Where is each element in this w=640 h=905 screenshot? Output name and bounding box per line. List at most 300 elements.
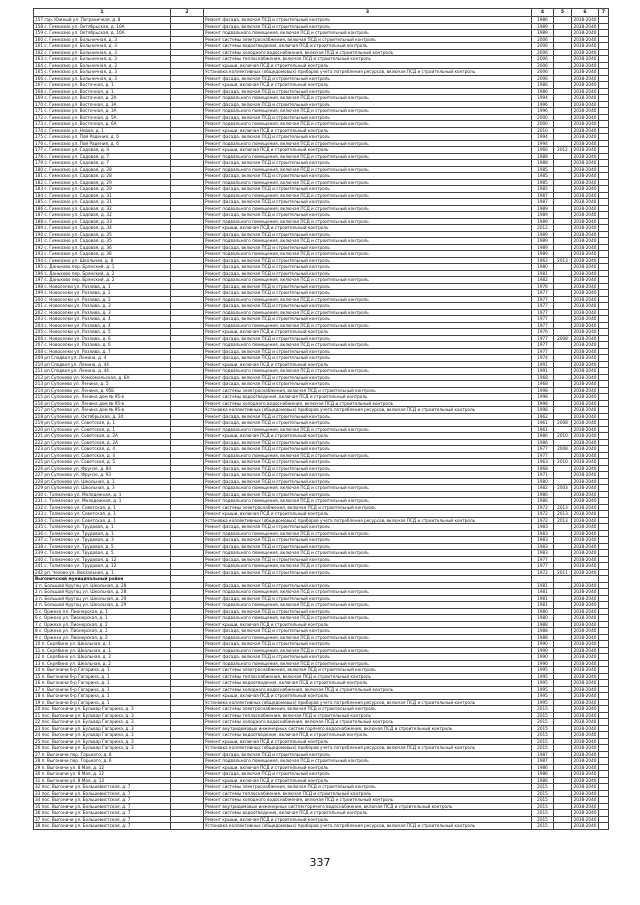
work-type-cell: Ремонт фасада, включая ПСД и строительный контроль: [204, 595, 532, 602]
year-built-cell: 1989: [532, 244, 554, 251]
planned-period-cell: 2038-2040: [572, 127, 599, 134]
planned-period-cell: 2038-2040: [572, 673, 599, 680]
year-built-cell: 1980: [532, 264, 554, 271]
address-cell: 22 пос. Выгоничи ул. Бульвар Гагарина, д. 3: [34, 719, 171, 726]
planned-period-cell: 2038-2040: [572, 660, 599, 667]
address-cell: 218 рп Супонево ул. Октябрьская, д. 34: [34, 413, 171, 420]
planned-period-cell: 2038-2040: [572, 36, 599, 43]
planned-period-cell: 2038-2040: [572, 95, 599, 102]
work-type-cell: Ремонт крыши, включая ПСД и строительный контроль: [204, 816, 532, 823]
address-cell: 226 рп Супонево ул. Фрунзе, д. 84: [34, 465, 171, 472]
planned-period-cell: 2038-2040: [572, 732, 599, 739]
address-cell: 12 п. Скрябино ул. Школьная, д. 2: [34, 654, 171, 661]
address-cell: 165 с. Гимназио ул. Больничная, д. 3: [34, 69, 171, 76]
work-type-cell: Ремонт подвального помещения, включая ПСД и строительный контроль: [204, 121, 532, 128]
address-cell: 192 с. Гимназио ул. Садовая, д. 36: [34, 244, 171, 251]
year-built-cell: 2015: [532, 816, 554, 823]
year-built-cell: 2000: [532, 114, 554, 121]
year-repair-cell: 2003: [554, 485, 572, 492]
planned-period-cell: 2038-2040: [572, 745, 599, 752]
work-type-cell: Ремонт фасада, включая ПСД и строительный контроль: [204, 459, 532, 466]
work-type-cell: Ремонт крыши, включая ПСД и строительный контроль: [204, 621, 532, 628]
work-type-cell: Ремонт системы холодного водоснабжения, включая ПСД и строительный контроль: [204, 797, 532, 804]
year-built-cell: 1989: [532, 218, 554, 225]
year-built-cell: 2006: [532, 69, 554, 76]
planned-period-cell: 2038-2040: [572, 56, 599, 63]
address-cell: 214 рп Супонево ул. Ленина, д. 95Б: [34, 387, 171, 394]
year-built-cell: 1989: [532, 205, 554, 212]
work-type-cell: Ремонт системы водоотведения, включая ПСД и строительный контроль: [204, 732, 532, 739]
work-type-cell: Ремонт системы электроснабжения, включая ПСД и строительный контроль: [204, 667, 532, 674]
planned-period-cell: 2038-2040: [572, 329, 599, 336]
address-cell: 203 с. Новоселки ул. Разлива, д. 4: [34, 316, 171, 323]
address-cell: 239 с. Толмачево ул. Трудовая, д. 5: [34, 550, 171, 557]
planned-period-cell: 2038-2040: [572, 69, 599, 76]
work-type-cell: Ремонт фасада, включая ПСД и строительный контроль: [204, 212, 532, 219]
work-type-cell: Ремонт фасада, включая ПСД и строительный контроль: [204, 355, 532, 362]
year-built-cell: 1998: [532, 400, 554, 407]
work-type-cell: Установка коллективных (общедомовых) приборов учета потребления ресурсов, включая ПСД и строительный контроль: [204, 745, 532, 752]
planned-period-cell: 2038-2040: [572, 602, 599, 609]
planned-period-cell: 2038-2040: [572, 199, 599, 206]
address-cell: 34 пос. Выгоничи ул. Большевистская, д. 7: [34, 797, 171, 804]
address-cell: 193 с. Гимназио ул. Садовая, д. 36: [34, 251, 171, 258]
address-cell: 163 с. Гимназио ул. Больничная, д. 3: [34, 56, 171, 63]
table-body-main: [34, 17, 609, 576]
address-cell: 10 п. Скрябино ул. Школьная, д. 1: [34, 641, 171, 648]
address-cell: 20 пос. Выгоничи ул. Бульвар Гагарина, д. 3: [34, 706, 171, 713]
planned-period-cell: 2038-2040: [572, 348, 599, 355]
address-cell: 209 рп Сподвоя ул. Ленина, д. 4: [34, 355, 171, 362]
year-built-cell: 1986: [532, 433, 554, 440]
address-cell: 179 с. Гимназио ул. Садовая, д. 7: [34, 160, 171, 167]
year-built-cell: 1989: [532, 238, 554, 245]
col-header-5: 5: [554, 9, 572, 17]
year-built-cell: 1998: [532, 394, 554, 401]
address-cell: 166 с. Гимназио ул. Больничная, д. 3: [34, 75, 171, 82]
year-built-cell: 1995: [532, 667, 554, 674]
work-type-cell: Ремонт системы теплоснабжения, включая ПСД и строительный контроль: [204, 56, 532, 63]
col-header-3: 3: [204, 9, 532, 17]
planned-period-cell: 2038-2040: [572, 290, 599, 297]
year-built-cell: 2015: [532, 823, 554, 830]
address-cell: 177 с. Гимназио ул. Садовая, д. 4: [34, 147, 171, 154]
work-type-cell: Ремонт фасада, включая ПСД и строительный контроль: [204, 257, 532, 264]
year-built-cell: 1986: [532, 17, 554, 24]
address-cell: 228 рп Супонево ул. Школьная, д. 1: [34, 478, 171, 485]
year-built-cell: 1998: [532, 387, 554, 394]
work-type-cell: Ремонт системы холодного водоснабжения, включая ПСД и строительный контроль: [204, 400, 532, 407]
address-cell: 217 рп Супонево ул. Ленина дом № 95-в: [34, 407, 171, 414]
address-cell: 180 с. Гимназио ул. Садовая, д. 28: [34, 166, 171, 173]
col2-cell: [171, 823, 204, 830]
address-cell: 29 п. Выгоничи ул. 8 Мая, д. 12: [34, 764, 171, 771]
year-built-cell: 1986: [532, 82, 554, 89]
work-type-cell: Ремонт подвального помещения, включая ПСД и строительный контроль: [204, 530, 532, 537]
year-built-cell: 1998: [532, 407, 554, 414]
year-built-cell: 2006: [532, 62, 554, 69]
planned-period-cell: 2038-2040: [572, 387, 599, 394]
address-cell: 220 рп Супонево ул. Советская, д. 1: [34, 426, 171, 433]
planned-period-cell: 2038-2040: [572, 335, 599, 342]
address-cell: 221 рп Супонево ул. Советская, д. 2А: [34, 433, 171, 440]
work-type-cell: Ремонт подвального помещения, включая ПСД и строительный контроль: [204, 498, 532, 505]
year-repair-cell: 2008: [554, 420, 572, 427]
planned-period-cell: 2038-2040: [572, 595, 599, 602]
address-cell: 186 с. Гимназио ул. Садовая, д. 32: [34, 205, 171, 212]
work-type-cell: Ремонт фасада, включая ПСД и строительный контроль: [204, 524, 532, 531]
address-cell: 175 с. Гимназио ул. Пой Радения, д. 6: [34, 134, 171, 141]
work-type-cell: Ремонт подвального помещения, включая ПСД и строительный контроль: [204, 108, 532, 115]
year-built-cell: 1977: [532, 290, 554, 297]
planned-period-cell: 2038-2040: [572, 569, 599, 576]
planned-period-cell: 2038-2040: [572, 452, 599, 459]
work-type-cell: Ремонт системы холодного водоснабжения, включая ПСД и строительный контроль: [204, 686, 532, 693]
year-built-cell: 2015: [532, 810, 554, 817]
address-cell: 172 с. Гимназио ул. Восточная, д. 5А: [34, 114, 171, 121]
planned-period-cell: 2038-2040: [572, 680, 599, 687]
year-built-cell: 1983: [532, 537, 554, 544]
col-header-4: 4: [532, 9, 554, 17]
planned-period-cell: 2038-2040: [572, 394, 599, 401]
planned-period-cell: 2038-2040: [572, 719, 599, 726]
year-built-cell: 1977: [532, 563, 554, 570]
work-type-cell: Ремонт подвального помещения, включая ПСД и строительный контроль: [204, 153, 532, 160]
work-type-cell: Ремонт фасада, включая ПСД и строительный контроль: [204, 101, 532, 108]
address-cell: 37 пос. Выгоничи ул. Большевистская, д. 7: [34, 816, 171, 823]
year-built-cell: 1985: [532, 173, 554, 180]
year-built-cell: 1962: [532, 413, 554, 420]
work-type-cell: Ремонт фасада, включая ПСД и строительный контроль: [204, 491, 532, 498]
year-built-cell: 1985: [532, 186, 554, 193]
planned-period-cell: 2038-2040: [572, 816, 599, 823]
work-type-cell: Ремонт фасада, включая ПСД и строительный контроль: [204, 173, 532, 180]
planned-period-cell: 2038-2040: [572, 784, 599, 791]
work-type-cell: Ремонт крыши, включая ПСД и строительный контроль: [204, 329, 532, 336]
year-repair-cell: 2008: [554, 335, 572, 342]
work-type-cell: Ремонт фасада, включая ПСД и строительный контроль: [204, 628, 532, 635]
address-cell: 224 рп Супонево ул. Советская, д. 4: [34, 452, 171, 459]
address-cell: 14 п. Выгоничи б-р Гагарина, д. 1: [34, 667, 171, 674]
planned-period-cell: 2038-2040: [572, 400, 599, 407]
address-cell: 164 с. Гимназио ул. Больничная, д. 3: [34, 62, 171, 69]
planned-period-cell: 2038-2040: [572, 628, 599, 635]
year-built-cell: 1995: [532, 680, 554, 687]
address-cell: 187 с. Гимназио ул. Садовая, д. 32: [34, 212, 171, 219]
planned-period-cell: 2038-2040: [572, 459, 599, 466]
year-built-cell: 1987: [532, 199, 554, 206]
address-cell: 9 с. Оржехо ул. Пионерская, д. 2: [34, 634, 171, 641]
work-type-cell: Ремонт фасада, включая ПСД и строительный контроль: [204, 381, 532, 388]
address-cell: 184 с. Гимназио ул. Садовая, д. 31: [34, 192, 171, 199]
address-cell: 178 с. Гимназио ул. Садовая, д. 7: [34, 153, 171, 160]
work-type-cell: Ремонт подвального помещения, включая ПСД и строительный контроль: [204, 660, 532, 667]
work-type-cell: Ремонт подвального помещения, включая ПСД и строительный контроль: [204, 550, 532, 557]
work-type-cell: Ремонт системы электроснабжения, включая ПСД и строительный контроль: [204, 706, 532, 713]
planned-period-cell: 2038-2040: [572, 771, 599, 778]
work-type-cell: Ремонт внутридомовых инженерных систем горячего водоснабжения, включая ПСД и строительный контроль: [204, 725, 532, 732]
work-type-cell: Ремонт фасада, включая ПСД и строительный контроль: [204, 582, 532, 589]
year-built-cell: 1994: [532, 140, 554, 147]
planned-period-cell: 2038-2040: [572, 621, 599, 628]
address-cell: 173 с. Гимназио ул. Восточная, д. 6А: [34, 121, 171, 128]
year-built-cell: 1990: [532, 660, 554, 667]
work-type-cell: Ремонт фасада, включая ПСД и строительный контроль: [204, 569, 532, 576]
address-cell: 169 с. Гимназио ул. Восточная, д. 2А: [34, 95, 171, 102]
address-cell: 30 п. Выгоничи ул. 8 Мая, д. 12: [34, 771, 171, 778]
year-built-cell: 1977: [532, 335, 554, 342]
year-built-cell: 1982: [532, 485, 554, 492]
planned-period-cell: 2038-2040: [572, 88, 599, 95]
planned-period-cell: 2038-2040: [572, 615, 599, 622]
year-built-cell: 2015: [532, 712, 554, 719]
address-cell: 36 пос. Выгоничи ул. Большевистская, д. 7: [34, 810, 171, 817]
address-cell: 216 рп Супонево ул. Ленина дом № 95-в: [34, 400, 171, 407]
address-cell: 157 гор. Южный ул. Пограничная, д. 8: [34, 17, 171, 24]
planned-period-cell: 2038-2040: [572, 524, 599, 531]
work-type-cell: Ремонт фасада, включая ПСД и строительный контроль: [204, 199, 532, 206]
address-cell: 185 с. Гимназио ул. Садовая, д. 31: [34, 199, 171, 206]
address-cell: 235 с. Толмачево ул. Трудовая, д. 1: [34, 524, 171, 531]
work-type-cell: Ремонт фасада, включая ПСД и строительный контроль: [204, 472, 532, 479]
address-cell: 201 с. Новоселки ул. Разлива, д. 3: [34, 303, 171, 310]
address-cell: 25 пос. Выгоничи ул. Бульвар Гагарина, д. 3: [34, 738, 171, 745]
work-type-cell: Ремонт подвального помещения, включая ПСД и строительный контроль: [204, 251, 532, 258]
year-built-cell: 1988: [532, 628, 554, 635]
work-type-cell: Ремонт крыши, включая ПСД и строительный контроль: [204, 225, 532, 232]
address-cell: 171 с. Гимназио ул. Восточная, д. 3А: [34, 108, 171, 115]
planned-period-cell: 2038-2040: [572, 634, 599, 641]
year-built-cell: 1971: [532, 472, 554, 479]
work-type-cell: Ремонт системы холодного водоснабжения, включая ПСД и строительный контроль: [204, 49, 532, 56]
year-built-cell: 2015: [532, 732, 554, 739]
planned-period-cell: 2038-2040: [572, 49, 599, 56]
address-cell: 23 пос. Выгоничи ул. Бульвар Гагарина, д. 3: [34, 725, 171, 732]
address-cell: 197 с. Даньково пер. Брянский, д. 2: [34, 277, 171, 284]
planned-period-cell: 2038-2040: [572, 23, 599, 30]
year-repair-cell: 2010: [554, 433, 572, 440]
planned-period-cell: 2038-2040: [572, 647, 599, 654]
planned-period-cell: 2038-2040: [572, 803, 599, 810]
planned-period-cell: 2038-2040: [572, 504, 599, 511]
address-cell: 212 рп Супонево ул. Комсомольская, д. 6А: [34, 374, 171, 381]
year-built-cell: 1989: [532, 251, 554, 258]
work-type-cell: Ремонт подвального помещения, включая ПСД и строительный контроль: [204, 368, 532, 375]
year-built-cell: 2012: [532, 225, 554, 232]
work-type-cell: Ремонт системы водоотведения, включая ПСД и строительный контроль: [204, 43, 532, 50]
address-cell: 1 п. Большой Кругоц ул. Школьная, д. 28: [34, 582, 171, 589]
work-type-cell: Ремонт крыши, включая ПСД и строительный контроль: [204, 511, 532, 518]
year-built-cell: 2015: [532, 738, 554, 745]
address-cell: 24 пос. Выгоничи ул. Бульвар Гагарина, д. 3: [34, 732, 171, 739]
year-built-cell: 1968: [532, 465, 554, 472]
work-type-cell: Ремонт фасада, включая ПСД и строительный контроль: [204, 290, 532, 297]
year-repair-cell: 2012: [554, 147, 572, 154]
address-cell: 18 п. Выгоничи б-р Гагарина, д. 1: [34, 693, 171, 700]
planned-period-cell: 2038-2040: [572, 82, 599, 89]
work-type-cell: Ремонт системы электроснабжения, включая ПСД и строительный контроль: [204, 504, 532, 511]
work-type-cell: Установка коллективных (общедомовых) приборов учета потребления ресурсов, включая ПСД и строительный контроль: [204, 517, 532, 524]
column-number-row: [34, 9, 609, 17]
planned-period-cell: 2038-2040: [572, 257, 599, 264]
planned-period-cell: 2038-2040: [572, 283, 599, 290]
planned-period-cell: 2038-2040: [572, 264, 599, 271]
work-type-cell: Ремонт подвального помещения, включая ПСД и строительный контроль: [204, 140, 532, 147]
address-cell: 189 с. Гимназио ул. Садовая, д. 34: [34, 225, 171, 232]
year-built-cell: 1977: [532, 348, 554, 355]
year-built-cell: 2006: [532, 75, 554, 82]
planned-period-cell: 2038-2040: [572, 667, 599, 674]
address-cell: 167 с. Гимназио ул. Восточная, д. 1: [34, 82, 171, 89]
address-cell: 199 с. Новоселки ул. Разлива, д. 2: [34, 290, 171, 297]
planned-period-cell: 2038-2040: [572, 30, 599, 37]
planned-period-cell: 2038-2040: [572, 381, 599, 388]
work-type-cell: Ремонт фасада, включая ПСД и строительный контроль: [204, 413, 532, 420]
planned-period-cell: 2038-2040: [572, 582, 599, 589]
address-cell: 7 с. Оржехо ул. Пионерская, д. 2: [34, 621, 171, 628]
planned-period-cell: 2038-2040: [572, 114, 599, 121]
year-built-cell: 1986: [532, 491, 554, 498]
address-cell: 158 с. Гимназио ул. Октябрьская, д. 10А: [34, 23, 171, 30]
work-type-cell: Ремонт фасада, включая ПСД и строительный контроль: [204, 17, 532, 24]
address-cell: 232 с. Толмачево ул. Советская, д. 1: [34, 504, 171, 511]
work-type-cell: Ремонт подвального помещения, включая ПСД и строительный контроль: [204, 322, 532, 329]
address-cell: 202 с. Новоселки ул. Разлива, д. 3: [34, 309, 171, 316]
year-built-cell: 1982: [532, 277, 554, 284]
work-type-cell: Ремонт фасада, включая ПСД и строительный контроль: [204, 75, 532, 82]
year-built-cell: 1977: [532, 316, 554, 323]
year-built-cell: 2006: [532, 49, 554, 56]
address-cell: 188 с. Гимназио ул. Садовая, д. 33: [34, 218, 171, 225]
work-type-cell: Ремонт фасада, включая ПСД и строительный контроль: [204, 478, 532, 485]
address-cell: 26 пос. Выгоничи ул. Бульвар Гагарина, д. 3: [34, 745, 171, 752]
planned-period-cell: 2038-2040: [572, 205, 599, 212]
year-built-cell: 1986: [532, 771, 554, 778]
planned-period-cell: 2038-2040: [572, 361, 599, 368]
address-cell: 162 с. Гимназио ул. Больничная, д. 3: [34, 49, 171, 56]
planned-period-cell: 2038-2040: [572, 322, 599, 329]
year-built-cell: 1963: [532, 459, 554, 466]
address-cell: 237 с. Толмачево ул. Трудовая, д. 3: [34, 537, 171, 544]
planned-period-cell: 2038-2040: [572, 108, 599, 115]
planned-period-cell: 2038-2040: [572, 693, 599, 700]
planned-period-cell: 2038-2040: [572, 589, 599, 596]
work-type-cell: Ремонт подвального помещения, включая ПСД и строительный контроль: [204, 426, 532, 433]
planned-period-cell: 2038-2040: [572, 186, 599, 193]
year-built-cell: 1996: [532, 101, 554, 108]
planned-period-cell: 2038-2040: [572, 699, 599, 706]
planned-period-cell: 2038-2040: [572, 277, 599, 284]
work-type-cell: Ремонт подвального помещения, включая ПСД и строительный контроль: [204, 485, 532, 492]
work-type-cell: Ремонт крыши, включая ПСД и строительный контроль: [204, 693, 532, 700]
planned-period-cell: 2038-2040: [572, 654, 599, 661]
address-cell: 174 с. Гимназио ул. Новая, д. 1: [34, 127, 171, 134]
work-type-cell: Ремонт фасада, включая ПСД и строительный контроль: [204, 654, 532, 661]
planned-period-cell: 2038-2040: [572, 231, 599, 238]
year-built-cell: 2015: [532, 706, 554, 713]
col-header-1: 1: [34, 9, 171, 17]
year-built-cell: 1976: [532, 329, 554, 336]
planned-period-cell: 2038-2040: [572, 608, 599, 615]
planned-period-cell: 2038-2040: [572, 530, 599, 537]
address-cell: 13 п. Скрябино ул. Школьная, д. 2: [34, 660, 171, 667]
year-built-cell: 1980: [532, 615, 554, 622]
year-built-cell: 1988: [532, 160, 554, 167]
address-cell: 159 с. Гимназио ул. Октябрьская, д. 10А: [34, 30, 171, 37]
address-cell: 38 пос. Выгоничи ул. Большевистская, д. 7: [34, 823, 171, 830]
col-header-7: 7: [599, 9, 609, 17]
year-built-cell: 1990: [532, 641, 554, 648]
address-cell: 206 с. Новоселки ул. Разлива, д. 6: [34, 335, 171, 342]
year-built-cell: 1977: [532, 556, 554, 563]
work-type-cell: Ремонт фасада, включая ПСД и строительный контроль: [204, 186, 532, 193]
page-number: 337: [309, 856, 331, 869]
planned-period-cell: 2038-2040: [572, 823, 599, 830]
planned-period-cell: 2038-2040: [572, 751, 599, 758]
table-row: [34, 823, 609, 830]
work-type-cell: Ремонт подвального помещения, включая ПСД и строительный контроль: [204, 647, 532, 654]
work-type-cell: Установка коллективных (общедомовых) приборов учета потребления ресурсов, включая ПСД и строительный контроль: [204, 407, 532, 414]
year-built-cell: 1977: [532, 296, 554, 303]
year-built-cell: 1983: [532, 524, 554, 531]
year-built-cell: 1988: [532, 634, 554, 641]
year-built-cell: 1988: [532, 153, 554, 160]
year-built-cell: 1985: [532, 179, 554, 186]
planned-period-cell: 2038-2040: [572, 426, 599, 433]
address-cell: 17 п. Выгоничи б-р Гагарина, д. 1: [34, 686, 171, 693]
work-type-cell: Ремонт фасада, включая ПСД и строительный контроль: [204, 264, 532, 271]
planned-period-cell: 2038-2040: [572, 810, 599, 817]
col-header-6: 6: [572, 9, 599, 17]
work-type-cell: Ремонт фасада, включая ПСД и строительный контроль: [204, 608, 532, 615]
address-cell: 196 с. Даньково пер. Брянский, д. 2: [34, 270, 171, 277]
year-built-cell: 1995: [532, 699, 554, 706]
address-cell: 5 с. Оржехо пл. Пионерская, д. 1: [34, 608, 171, 615]
planned-period-cell: 2038-2040: [572, 433, 599, 440]
year-built-cell: 1968: [532, 374, 554, 381]
year-built-cell: 1990: [532, 654, 554, 661]
year-built-cell: 1987: [532, 192, 554, 199]
address-cell: 31 п. Выгоничи ул. 8 Мая, д. 13: [34, 777, 171, 784]
work-type-cell: Ремонт подвального помещения, включая ПСД и строительный контроль: [204, 205, 532, 212]
address-cell: 210 рп Сподвоя ул. Ленина, д. 44: [34, 361, 171, 368]
work-type-cell: Ремонт системы водоотведения, включая ПСД и строительный контроль: [204, 394, 532, 401]
year-built-cell: 1991: [532, 368, 554, 375]
year-built-cell: 2015: [532, 719, 554, 726]
work-type-cell: Ремонт внутридомовых инженерных систем горячего водоснабжения, включая ПСД и строительный контроль: [204, 803, 532, 810]
planned-period-cell: 2038-2040: [572, 225, 599, 232]
planned-period-cell: 2038-2040: [572, 712, 599, 719]
planned-period-cell: 2038-2040: [572, 797, 599, 804]
work-type-cell: Ремонт подвального помещения, включая ПСД и строительный контроль: [204, 218, 532, 225]
work-type-cell: Ремонт подвального помещения, включая ПСД и строительный контроль: [204, 589, 532, 596]
year-repair-cell: 2010: [554, 459, 572, 466]
year-built-cell: 1996: [532, 108, 554, 115]
planned-period-cell: 2038-2040: [572, 316, 599, 323]
year-built-cell: 1972: [532, 504, 554, 511]
year-built-cell: 1981: [532, 582, 554, 589]
address-cell: 229 рп Супонево ул. Школьная, д. 3: [34, 485, 171, 492]
year-built-cell: 1977: [532, 342, 554, 349]
work-type-cell: Ремонт подвального помещения, включая ПСД и строительный контроль: [204, 563, 532, 570]
work-type-cell: Ремонт фасада, включая ПСД и строительный контроль: [204, 114, 532, 121]
planned-period-cell: 2038-2040: [572, 270, 599, 277]
year-repair-cell: 2008: [554, 446, 572, 453]
address-cell: 195 с. Даньково пер. Брянский, д. 1: [34, 264, 171, 271]
address-cell: 183 с. Гимназио ул. Садовая, д. 29: [34, 186, 171, 193]
work-type-cell: Ремонт фасада, включая ПСД и строительный контроль: [204, 270, 532, 277]
planned-period-cell: 2038-2040: [572, 355, 599, 362]
